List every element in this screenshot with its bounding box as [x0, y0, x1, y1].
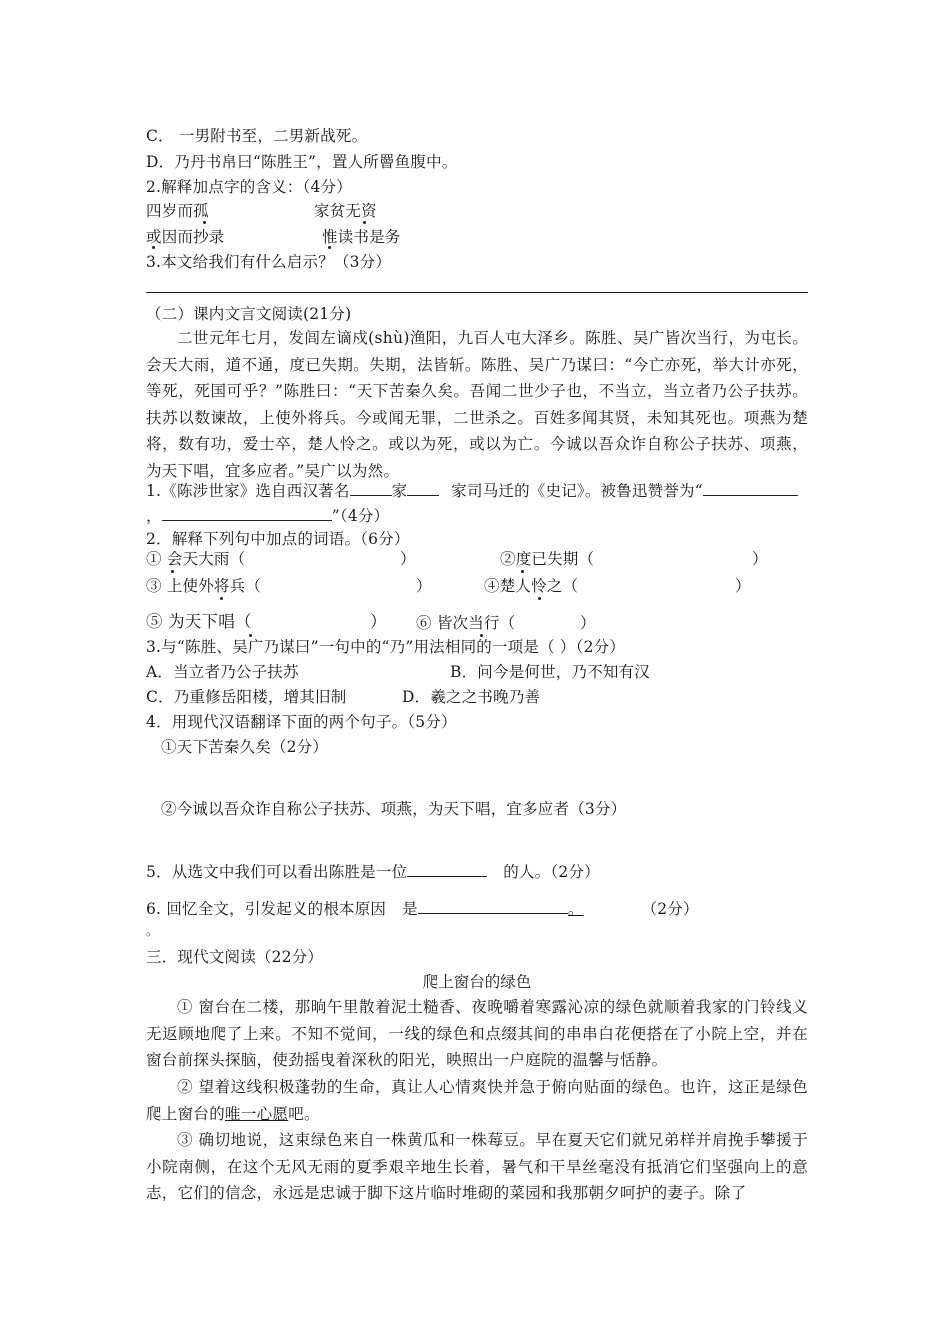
question-2-prompt: 2.解释加点字的含义：（4分） [146, 178, 352, 196]
question-2-6: 6. 回忆全文，引发起义的根本原因 是 。 （2分） [146, 896, 699, 921]
modern-paragraph-3: ③ 确切地说，这束绿色来自一株黄瓜和一株莓豆。早在夏天它们就兄弟样并肩挽手攀援于小院南侧，在这个无风无雨的夏季艰辛地生长着，暑气和干旱丝毫没有抵消它们坚强向上的意志，它们的信念，永远是忠诚于脚下这片临时堆砌的菜园和我那朝夕呵护的妻子。除了 [146, 1131, 808, 1202]
option-d: D．乃丹书帛曰“陈胜王”，置人所罾鱼腹中。 [146, 153, 458, 171]
question-2-5: 5．从选文中我们可以看出陈胜是一位 的人。（2分） [146, 859, 600, 884]
answer-blank[interactable] [703, 478, 798, 496]
item-6-close: ） [580, 614, 596, 632]
section-divider [146, 292, 808, 293]
emphasis-dot [538, 597, 541, 600]
answer-blank[interactable] [162, 503, 332, 521]
item-3-close: ） [416, 577, 432, 595]
answer-blank[interactable] [350, 478, 392, 496]
item-2-close: ） [752, 550, 768, 568]
question-2-3: 3.与“陈胜、吴广乃谋曰”一句中的“乃”用法相同的一项是（ ）（2分） [146, 638, 626, 656]
section-2-heading: （二）课内文言文阅读(21分) [146, 305, 352, 323]
item-1: ① 会天大雨（ [146, 550, 246, 568]
question-3-prompt: 3.本文给我们有什么启示？（3分） [146, 253, 392, 271]
section-3-heading: 三．现代文阅读（22分） [146, 948, 324, 966]
item-2: ②度已失期（ [500, 550, 595, 568]
choice-d: D．羲之之书晚乃善 [402, 688, 541, 706]
item-6: ⑥ 皆次当行（ [416, 614, 516, 632]
passage-title: 爬上窗台的绿色 [422, 973, 532, 991]
classical-passage: 二世元年七月，发闾左谪戍(shù)渔阳，九百人屯大泽乡。陈胜、吴广皆次当行，为屯长。会天大雨，道不通，度已失期。失期，法皆斩。陈胜、吴广乃谋曰：“今亡亦死，举大计亦死，等死，死国可乎？”陈胜曰：“天下苦秦久矣。吾闻二世少子也，不当立，当立者乃公子扶苏。扶苏以数谏故，上使外将兵。今或闻无罪，二世杀之。百姓多闻其贤，未知其死也。项燕为楚将，数有功，爱士卒，楚人怜之。或以为死，或以为亡。今诚以吾众诈自称公子扶苏、项燕，为天下唱，宜多应者。”吴广以为然。 [146, 329, 808, 480]
emphasis-dot [363, 221, 366, 224]
word-item-3: 或因而抄录 [146, 228, 225, 246]
modern-paragraph-2: ② 望着这线积极蓬勃的生命，真让人心情爽快并急于俯向贴面的绿色。也许，这正是绿色爬上窗台的唯一心愿吧。 [146, 1078, 808, 1123]
question-2-2: 2．解释下列句中加点的词语。（6分） [146, 530, 410, 548]
word-item-4: 惟读书是务 [322, 228, 401, 246]
answer-blank[interactable] [418, 896, 568, 914]
stray-mark: 。 [146, 924, 159, 938]
emphasis-dot [328, 246, 331, 249]
item-4-close: ） [735, 577, 751, 595]
option-c: C． 一男附书至，二男新战死。 [146, 127, 368, 145]
emphasis-dot [152, 246, 155, 249]
emphasis-dot [521, 570, 524, 573]
answer-blank[interactable] [407, 859, 487, 877]
word-item-2: 家贫无资 [314, 202, 377, 220]
item-5-close: ） [370, 612, 387, 631]
question-2-1-continued: ， ”（4分） [146, 503, 389, 528]
choice-a: A．当立者乃公子扶苏 [146, 663, 299, 681]
emphasis-dot [220, 597, 223, 600]
item-5: ⑤ 为天下唱（ [146, 612, 252, 631]
emphasis-dot [171, 570, 174, 573]
choice-b: B．问今是何世，乃不知有汉 [450, 663, 650, 681]
word-item-1: 四岁而孤 [146, 202, 209, 220]
question-2-4: 4．用现代汉语翻译下面的两个句子。（5分） [146, 713, 457, 731]
translate-2: ②今诚以吾众诈自称公子扶苏、项燕，为天下唱，宜多应者（3分） [161, 800, 627, 818]
modern-paragraph-1: ① 窗台在二楼，那晌午里散着泥土糙香、夜晚嚼着寒露沁凉的绿色就顺着我家的门铃线义无返顾地爬了上来。不知不觉间，一线的绿色和点缀其间的串串白花便搭在了小院上空，并在窗台前探头探脑，使劲摇曳着深秋的阳光，映照出一户庭院的温馨与恬静。 [146, 998, 808, 1069]
translate-1: ①天下苦秦久矣（2分） [161, 738, 329, 756]
item-1-close: ） [400, 550, 416, 568]
emphasis-dot [203, 221, 206, 224]
choice-c: C．乃重修岳阳楼，增其旧制 [146, 688, 347, 706]
item-4: ④楚人怜之（ [484, 577, 579, 595]
underlined-phrase: 唯一心愿 [225, 1104, 289, 1123]
question-2-1: 1.《陈涉世家》选自西汉著名 家 家司马迁的《史记》。被鲁迅赞誉为“ [146, 478, 798, 503]
answer-blank[interactable] [407, 478, 439, 496]
item-3: ③ 上使外将兵（ [146, 577, 262, 595]
